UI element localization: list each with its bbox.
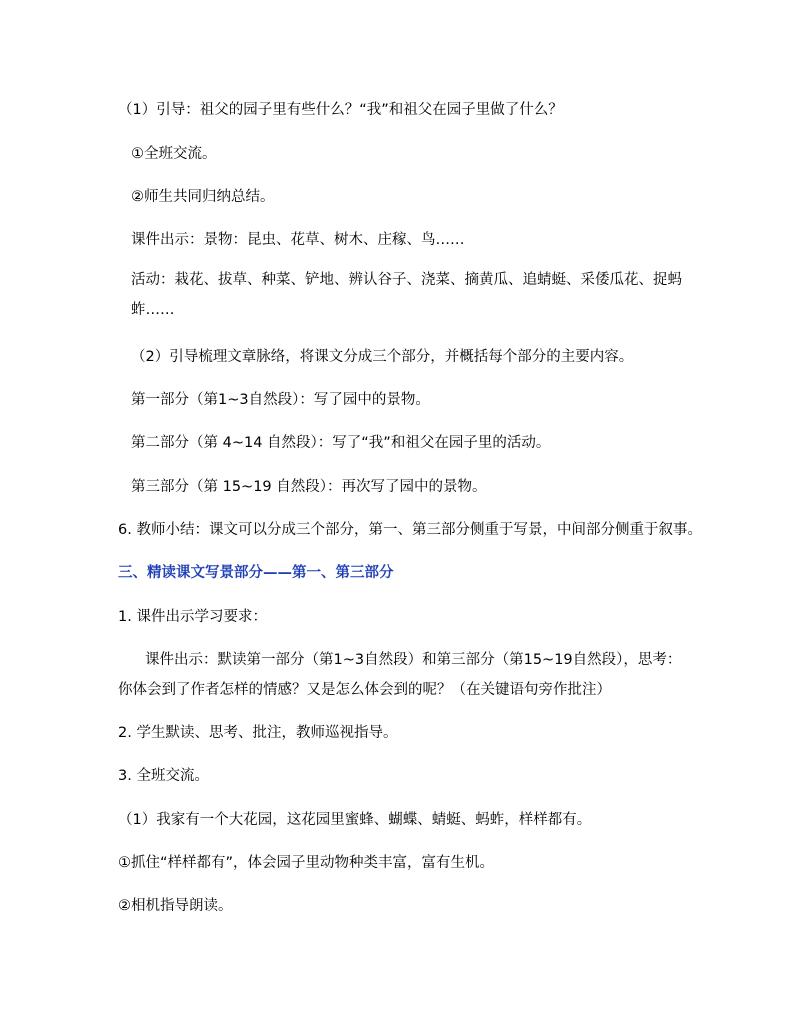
paragraph-activity-list: 活动：栽花、拔草、种菜、铲地、辨认谷子、浇菜、摘黄瓜、追蜻蜓、采倭瓜花、捉蚂蚱…… bbox=[131, 272, 682, 318]
paragraph-part-three: 第三部分（第 15~19 自然段）：再次写了园中的景物。 bbox=[131, 479, 487, 495]
paragraph-courseware-question: 你体会到了作者怎样的情感？又是怎么体会到的呢？（在关键语句旁作批注） bbox=[118, 682, 611, 698]
paragraph-keyword-analysis: ①抓住“样样都有”，体会园子里动物种类丰富，富有生机。 bbox=[118, 855, 495, 871]
paragraph-courseware-task: 课件出示：默读第一部分（第1~3自然段）和第三部分（第15~19自然段），思考： bbox=[145, 652, 682, 668]
paragraph-reading-guide: ②相机指导朗读。 bbox=[118, 898, 233, 914]
paragraph-summary: ②师生共同归纳总结。 bbox=[131, 189, 275, 205]
paragraph-class-discussion: ①全班交流。 bbox=[131, 146, 217, 162]
paragraph-class-exchange: 3. 全班交流。 bbox=[118, 768, 209, 784]
paragraph-garden-quote: （1）我家有一个大花园，这花园里蜜蜂、蝴蝶、蜻蜓、蚂蚱，样样都有。 bbox=[118, 812, 592, 828]
paragraph-requirements: 1. 课件出示学习要求： bbox=[118, 609, 267, 625]
paragraph-part-one: 第一部分（第1~3自然段）：写了园中的景物。 bbox=[131, 392, 430, 408]
paragraph-structure-guide: （2）引导梳理文章脉络，将课文分成三个部分，并概括每个部分的主要内容。 bbox=[131, 349, 634, 365]
paragraph-scenery-list: 课件出示：景物：昆虫、花草、树木、庄稼、鸟…… bbox=[131, 232, 465, 248]
paragraph-student-reading: 2. 学生默读、思考、批注，教师巡视指导。 bbox=[118, 725, 398, 741]
paragraph-teacher-summary: 6. 教师小结：课文可以分成三个部分，第一、第三部分侧重于写景，中间部分侧重于叙事。 bbox=[118, 522, 702, 538]
paragraph-part-two: 第二部分（第 4~14 自然段）：写了“我”和祖父在园子里的活动。 bbox=[131, 435, 551, 451]
section-heading: 三、精读课文写景部分——第一、第三部分 bbox=[118, 565, 394, 581]
paragraph-guide-question: （1）引导：祖父的园子里有些什么？“我”和祖父在园子里做了什么？ bbox=[118, 102, 563, 118]
